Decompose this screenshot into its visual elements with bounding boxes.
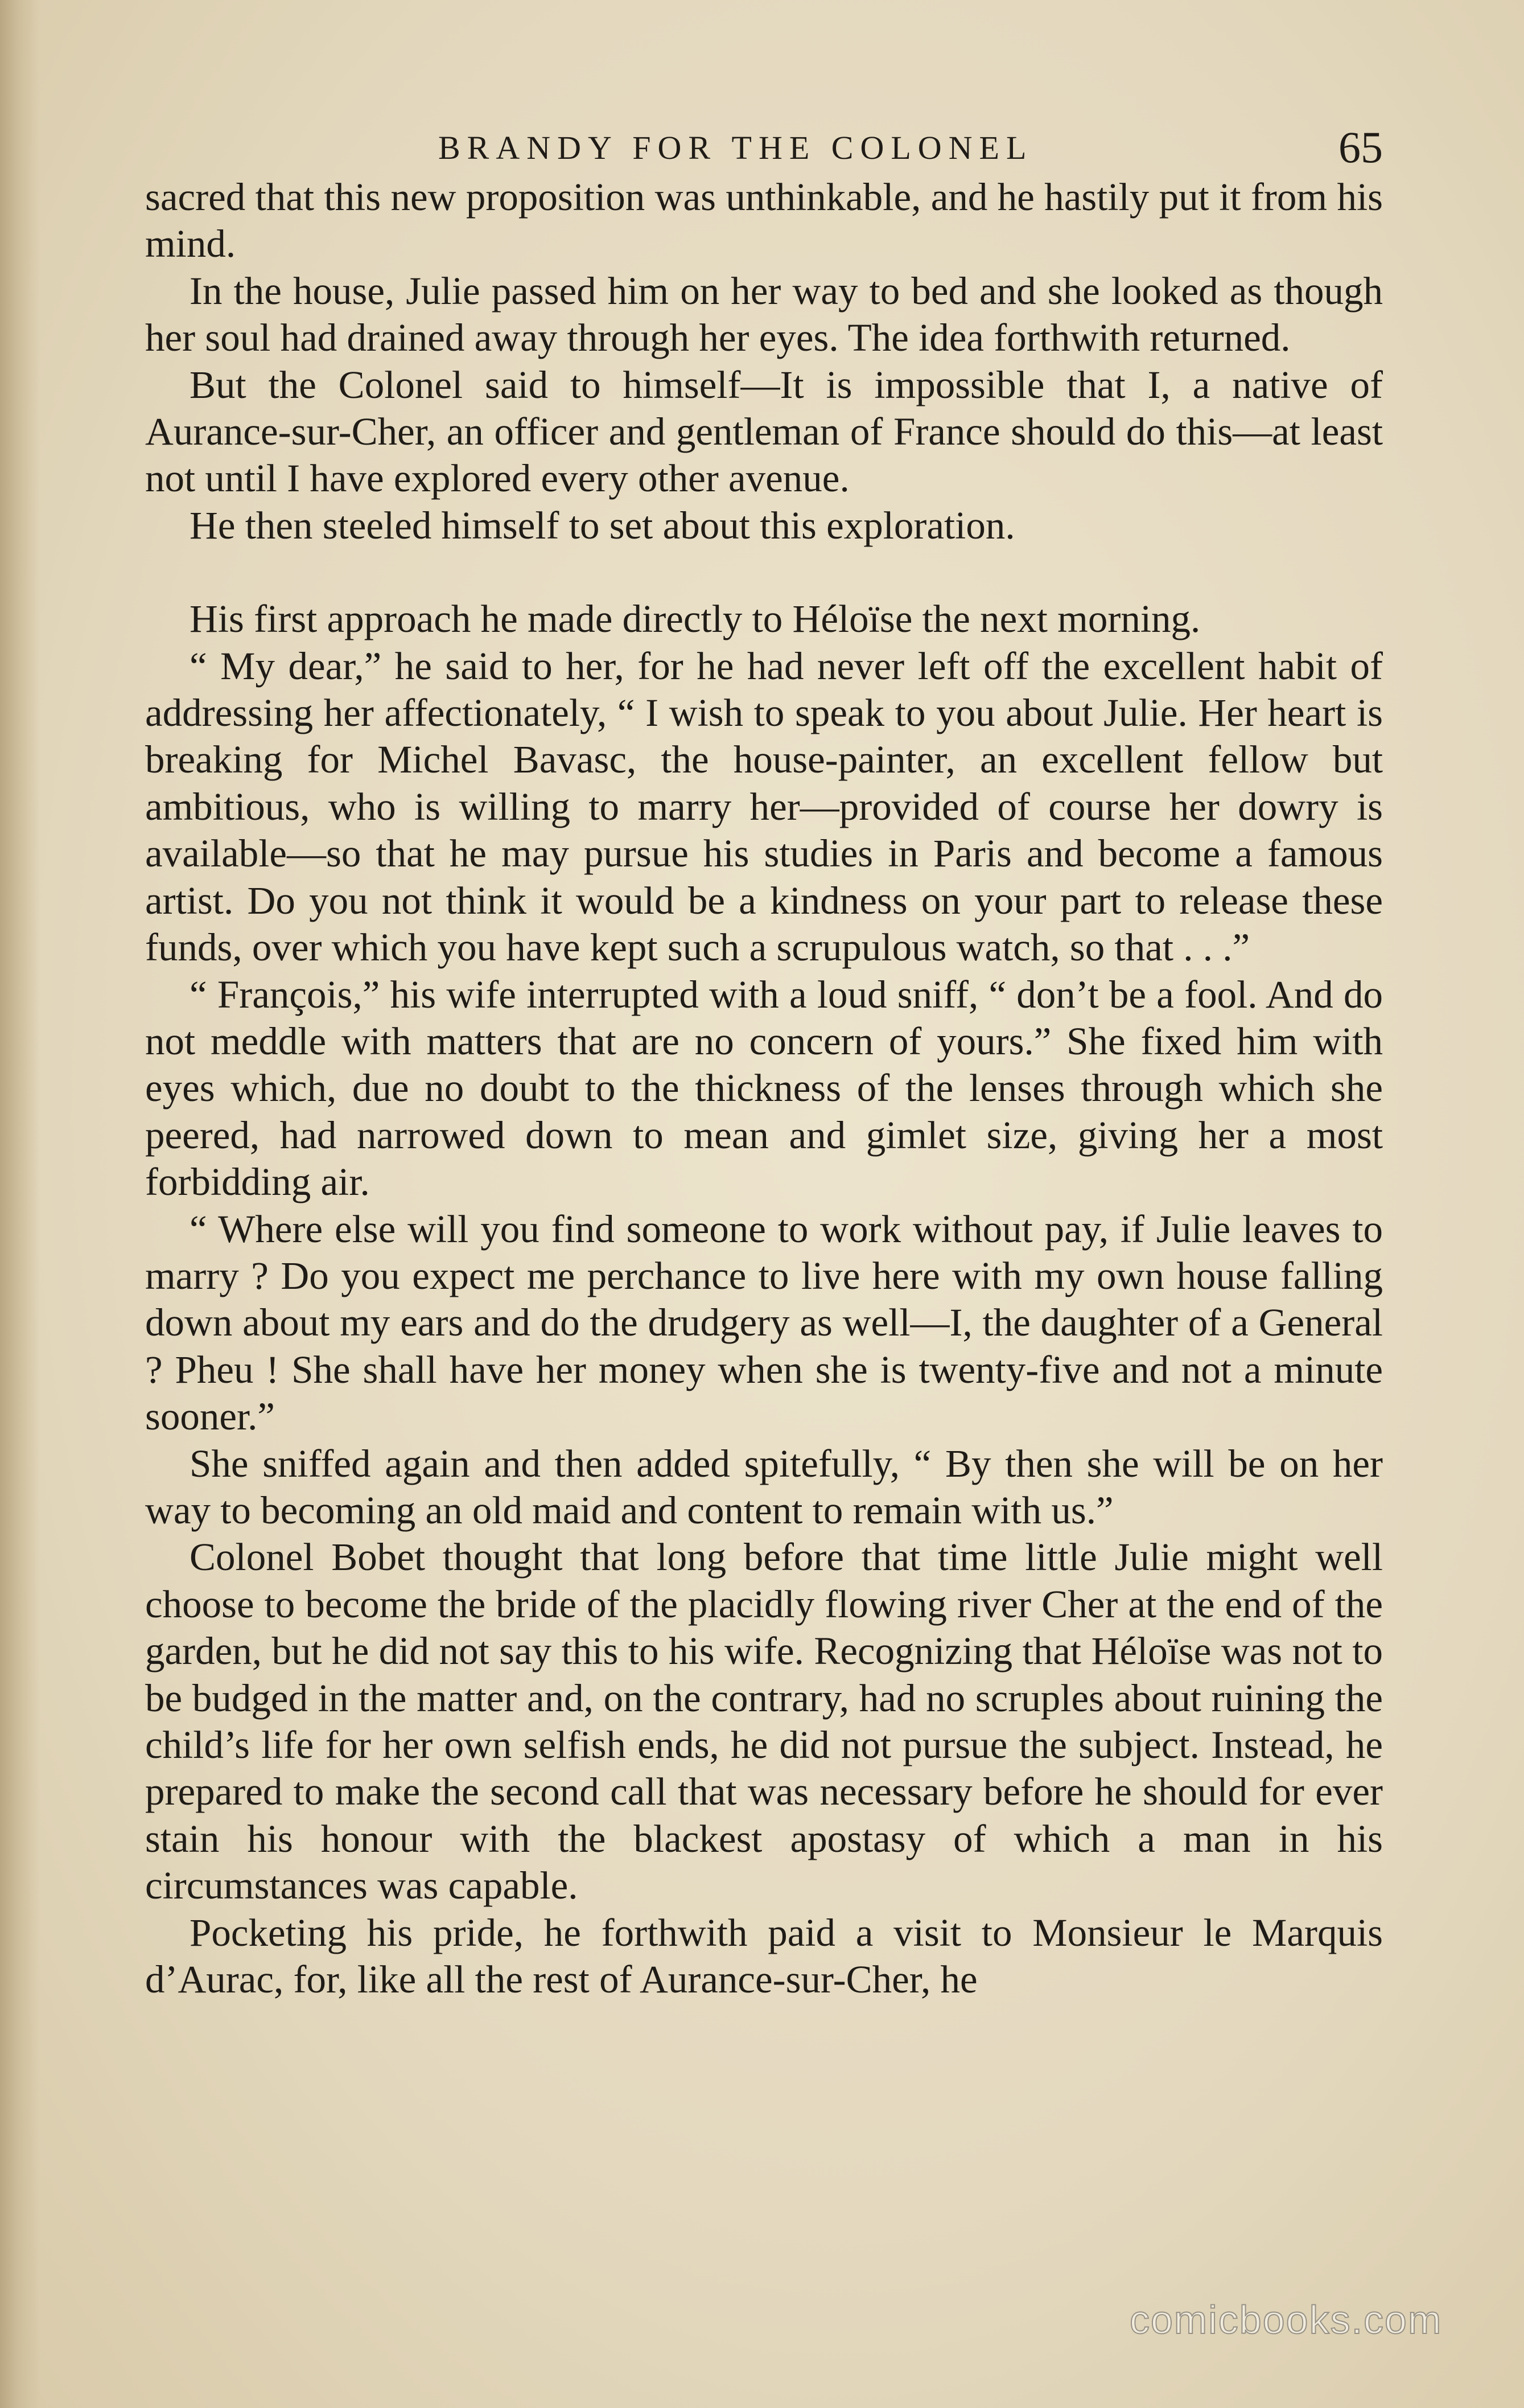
- watermark: comicbooks.com: [1130, 2298, 1443, 2342]
- paragraph: But the Colonel said to himself—It is impossible that I, a native of Aurance-sur-Cher, an officer and gentleman of France should do this—at least not until I have explored every other avenue.: [145, 363, 1383, 500]
- paragraph: In the house, Julie passed him on her way to bed and she looked as though her soul had drained away through her eyes. The idea forthwith returned.: [145, 269, 1383, 360]
- paragraph: Colonel Bobet thought that long before that time little Julie might well choose to become the bride of the placidly flowing river Cher at the end of the garden, but he did not say this to his wife. Recognizing that Héloïse was not to be budged in the matter and, on the contrary, had no scruples about ruining the child’s life for her own selfish ends, he did not pursue the subject. Instead, he prepared to make the second call that was necessary before he should for ever stain his honour with the blackest apostasy of which a man in his circumstances was capable.: [145, 1535, 1383, 1908]
- running-title: BRANDY FOR THE COLONEL: [438, 129, 1033, 166]
- paragraph: “ Where else will you find someone to work without pay, if Julie leaves to marry ? Do you expect me perchance to live here with my own house falling down about my ears and do the drudgery as well—I, the daughter of a General ? Pheu ! She shall have her money when she is twenty-five and not a minute sooner.”: [145, 1207, 1383, 1439]
- paragraph: He then steeled himself to set about this exploration.: [190, 503, 1015, 547]
- paragraph: His first approach he made directly to Héloïse the next morning.: [190, 597, 1201, 641]
- paragraph: She sniffed again and then added spitefully, “ By then she will be on her way to becoming an old maid and content to remain with us.”: [145, 1441, 1383, 1532]
- body-text: [145, 174, 1383, 2003]
- page-gutter-shadow: [0, 0, 40, 2408]
- paragraph: “ François,” his wife interrupted with a loud sniff, “ don’t be a fool. And do not meddle with matters that are no concern of yours.” She fixed him with eyes which, due no doubt to the thickness of the lenses through which she peered, had narrowed down to mean and gimlet size, giving her a most forbidding air.: [145, 972, 1383, 1204]
- paragraph: Pocketing his pride, he forthwith paid a visit to Monsieur le Marquis d’Aurac, for, like all the rest of Aurance-sur-Cher, he: [145, 1910, 1383, 2002]
- paragraph: “ My dear,” he said to her, for he had never left off the excellent habit of addressing her affectionately, “ I wish to speak to you about Julie. Her heart is breaking for Michel Bavasc, the house-painter, an excellent fellow but ambitious, who is willing to marry her—provided of course her dowry is available—so that he may pursue his studies in Paris and become a famous artist. Do you not think it would be a kindness on your part to release these funds, over which you have kept such a scrupulous watch, so that . . .”: [145, 644, 1383, 969]
- page-number: 65: [1338, 122, 1383, 172]
- paragraph: sacred that this new proposition was unthinkable, and he hastily put it from his mind.: [145, 175, 1383, 266]
